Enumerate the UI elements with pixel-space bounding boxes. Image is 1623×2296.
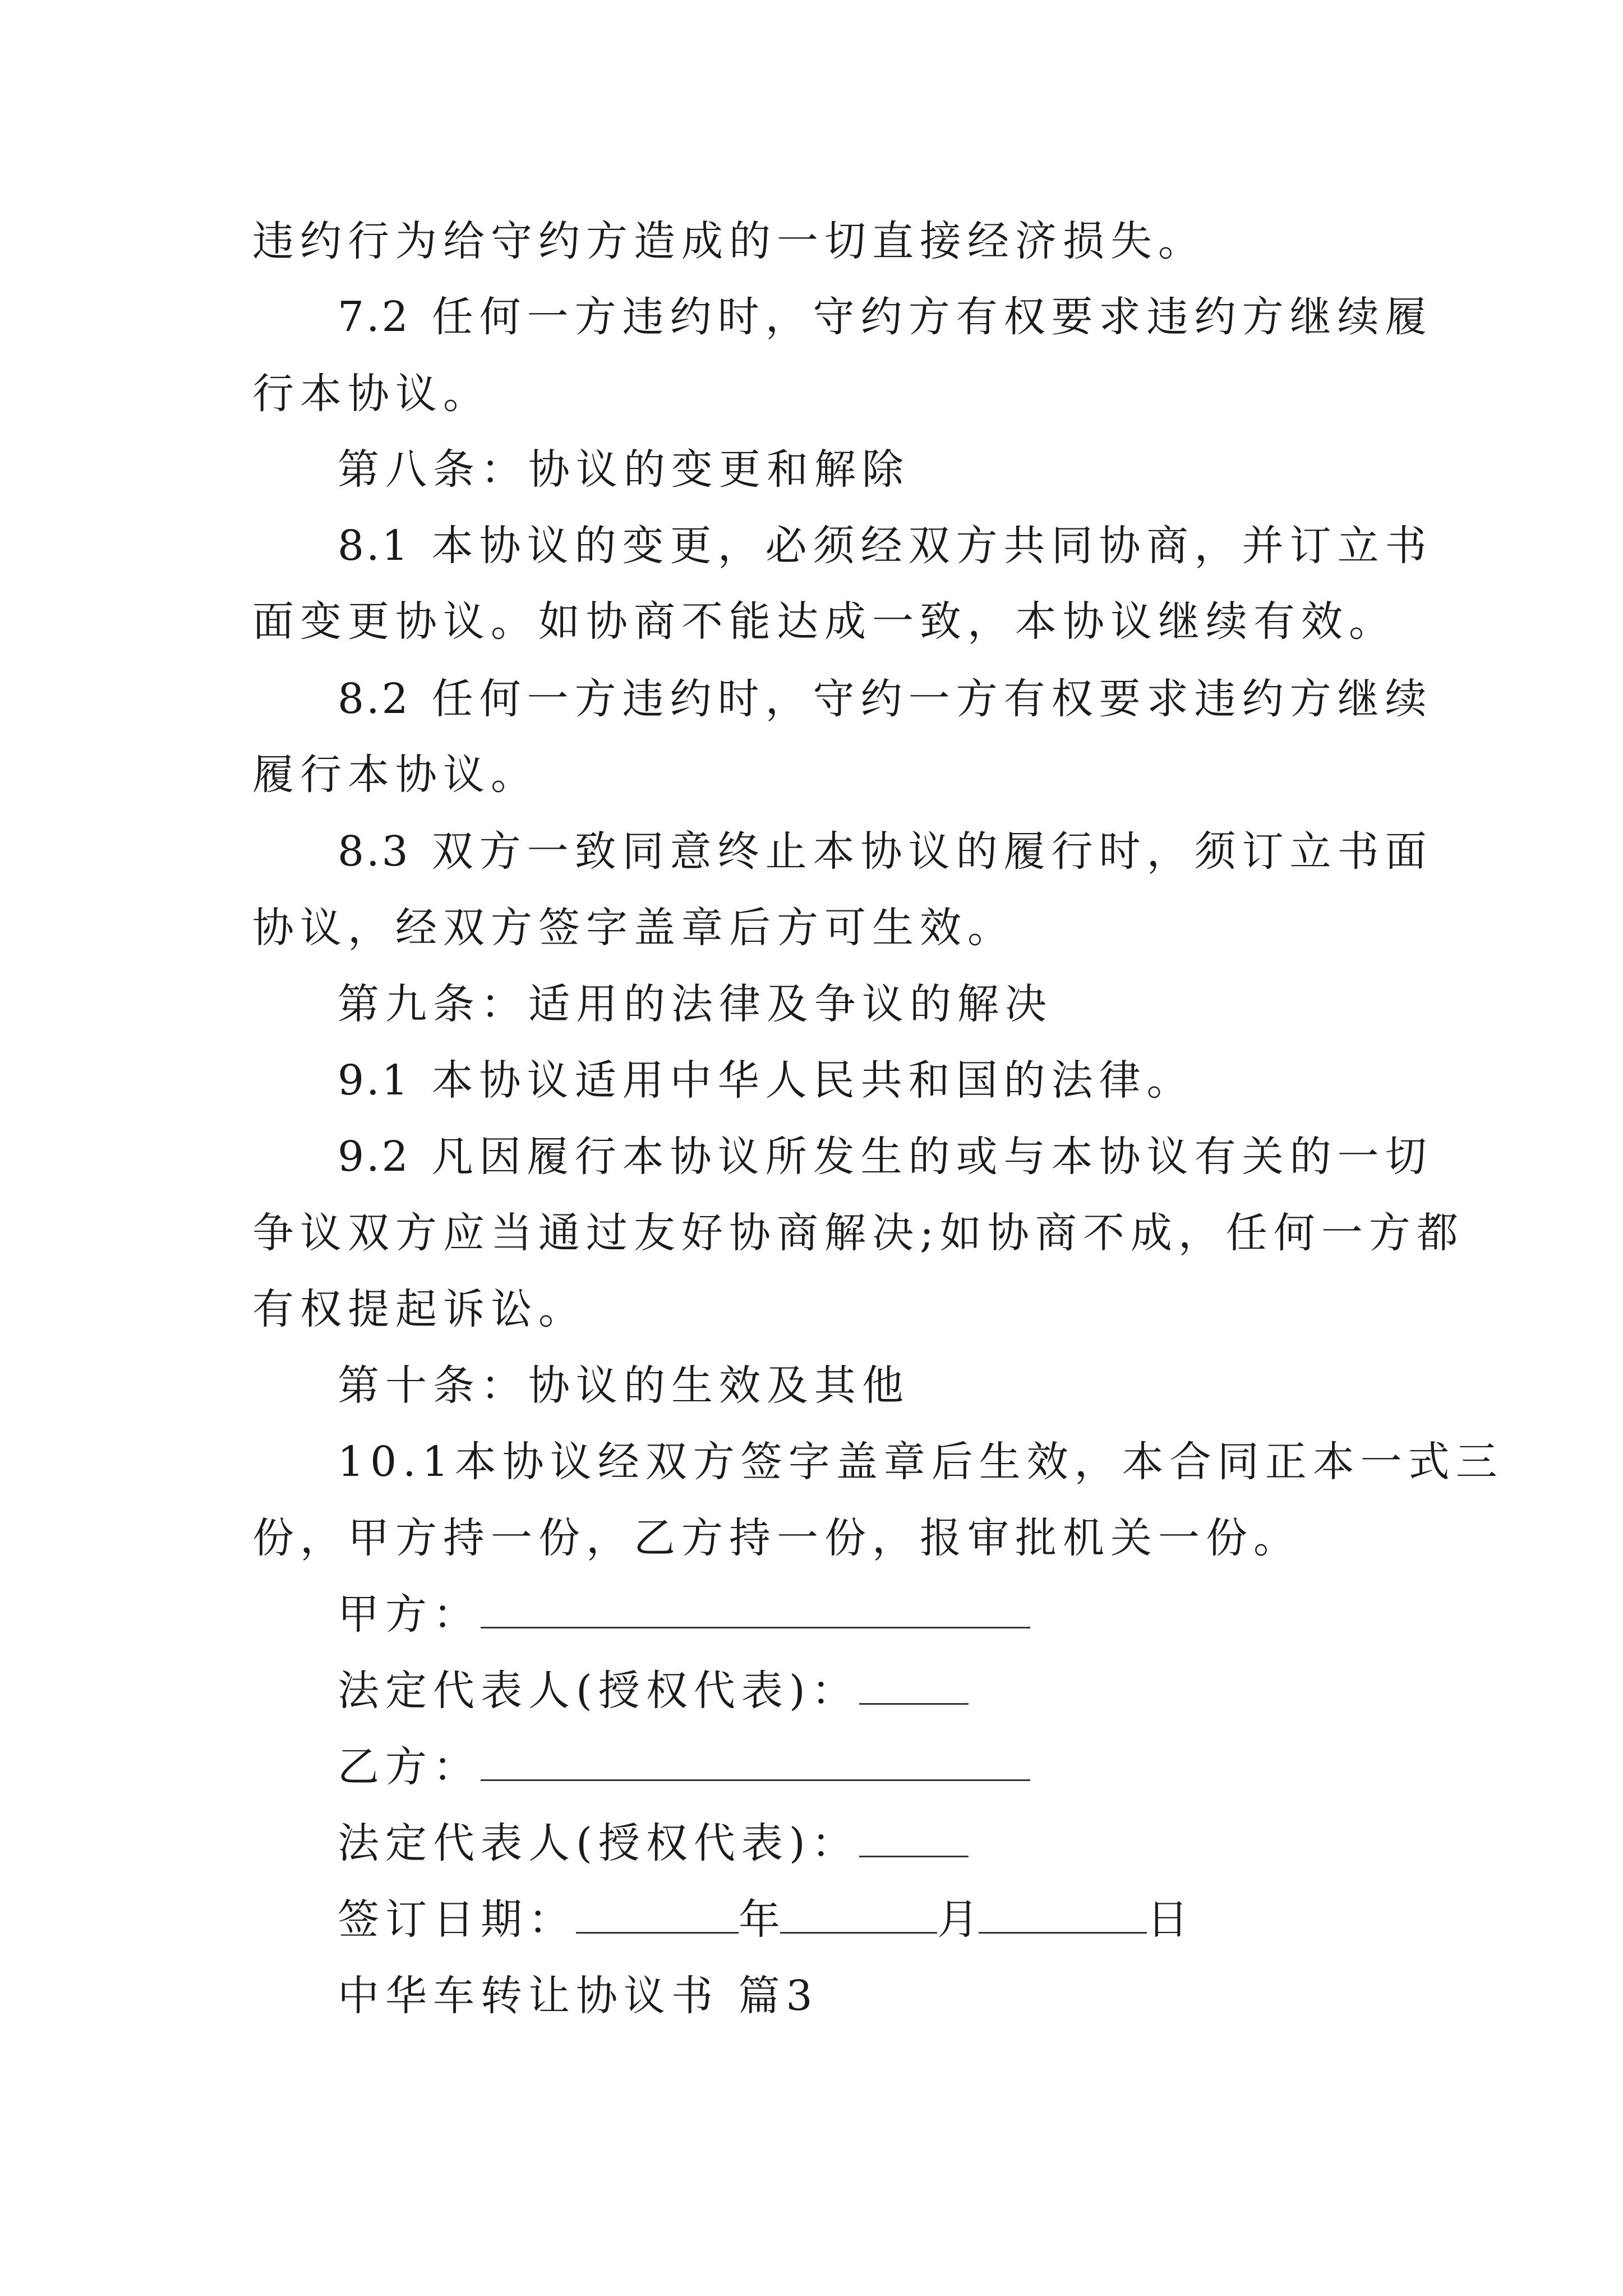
month-blank[interactable] [780, 1895, 937, 1934]
clause-text: 本协议适用中华人民共和国的法律。 [431, 1056, 1195, 1105]
clause-number: 8.2 [338, 675, 411, 723]
clause-number: 8.1 [338, 522, 411, 570]
clause-text: 任何一方违约时，守约方有权要求违约方继续履 [431, 293, 1433, 341]
party-a-label: 甲方： [338, 1590, 481, 1639]
party-b-blank[interactable] [481, 1742, 1030, 1781]
section-heading-text: 中华车转让协议书 篇3 [338, 1972, 819, 2020]
clause-9-1 [338, 1052, 1195, 1108]
paragraph-line [252, 213, 1206, 269]
article-9-heading [338, 976, 1053, 1032]
paragraph-line [252, 747, 538, 803]
party-a-row [338, 1586, 1030, 1642]
date-label: 签订日期： [338, 1895, 576, 1944]
line-text: 有权提起诉讼。 [252, 1285, 586, 1333]
article-10-heading [338, 1358, 910, 1414]
clause-9-2 [338, 1129, 1433, 1185]
clause-text: 本协议的变更，必须经双方共同协商，并订立书 [431, 522, 1433, 570]
paragraph-line [252, 1205, 1464, 1261]
rep-b-row [338, 1815, 969, 1871]
clause-text: 任何一方违约时，守约一方有权要求违约方继续 [431, 675, 1433, 723]
line-text: 份，甲方持一份，乙方持一份，报审批机关一份。 [252, 1514, 1301, 1562]
article-heading: 第十条：协议的生效及其他 [338, 1361, 910, 1410]
line-text: 协议，经双方签字盖章后方可生效。 [252, 904, 1015, 952]
clause-number: 8.3 [338, 827, 411, 876]
party-a-blank[interactable] [481, 1590, 1030, 1628]
paragraph-line [252, 366, 491, 422]
day-blank[interactable] [979, 1895, 1147, 1934]
clause-number: 7.2 [338, 293, 411, 341]
rep-a-row [338, 1663, 969, 1719]
clause-text: 10.1本协议经双方签字盖章后生效，本合同正本一式三 [338, 1438, 1504, 1486]
month-unit: 月 [937, 1895, 979, 1944]
article-heading: 第八条：协议的变更和解除 [338, 445, 910, 494]
date-row [338, 1892, 1188, 1948]
clause-8-1 [338, 518, 1433, 574]
paragraph-line [252, 1510, 1301, 1566]
clause-8-3 [338, 823, 1433, 880]
section-heading [338, 1968, 819, 2024]
line-text: 争议双方应当通过友好协商解决;如协商不成，任何一方都 [252, 1209, 1464, 1257]
rep-a-label: 法定代表人(授权代表)： [338, 1667, 859, 1715]
article-8-heading [338, 441, 910, 498]
clause-number: 9.1 [338, 1056, 411, 1105]
clause-10-1 [338, 1434, 1504, 1490]
party-b-row [338, 1739, 1030, 1795]
line-text: 面变更协议。如协商不能达成一致，本协议继续有效。 [252, 597, 1396, 646]
clause-number: 9.2 [338, 1133, 411, 1181]
line-text: 履行本协议。 [252, 751, 538, 799]
paragraph-line [252, 900, 1015, 956]
line-text: 违约行为给守约方造成的一切直接经济损失。 [252, 217, 1206, 265]
rep-b-blank[interactable] [859, 1819, 969, 1857]
article-heading: 第九条：适用的法律及争议的解决 [338, 980, 1053, 1028]
rep-b-label: 法定代表人(授权代表)： [338, 1819, 859, 1867]
paragraph-line [252, 1281, 586, 1337]
clause-text: 凡因履行本协议所发生的或与本协议有关的一切 [431, 1133, 1433, 1181]
day-unit: 日 [1147, 1895, 1188, 1944]
year-blank[interactable] [576, 1895, 739, 1934]
clause-7-2 [338, 289, 1433, 345]
party-b-label: 乙方： [338, 1743, 481, 1791]
paragraph-line [252, 593, 1396, 650]
clause-text: 双方一致同意终止本协议的履行时，须订立书面 [431, 827, 1433, 876]
year-unit: 年 [739, 1895, 780, 1944]
rep-a-blank[interactable] [859, 1666, 969, 1705]
line-text: 行本协议。 [252, 370, 491, 418]
clause-8-2 [338, 671, 1433, 727]
